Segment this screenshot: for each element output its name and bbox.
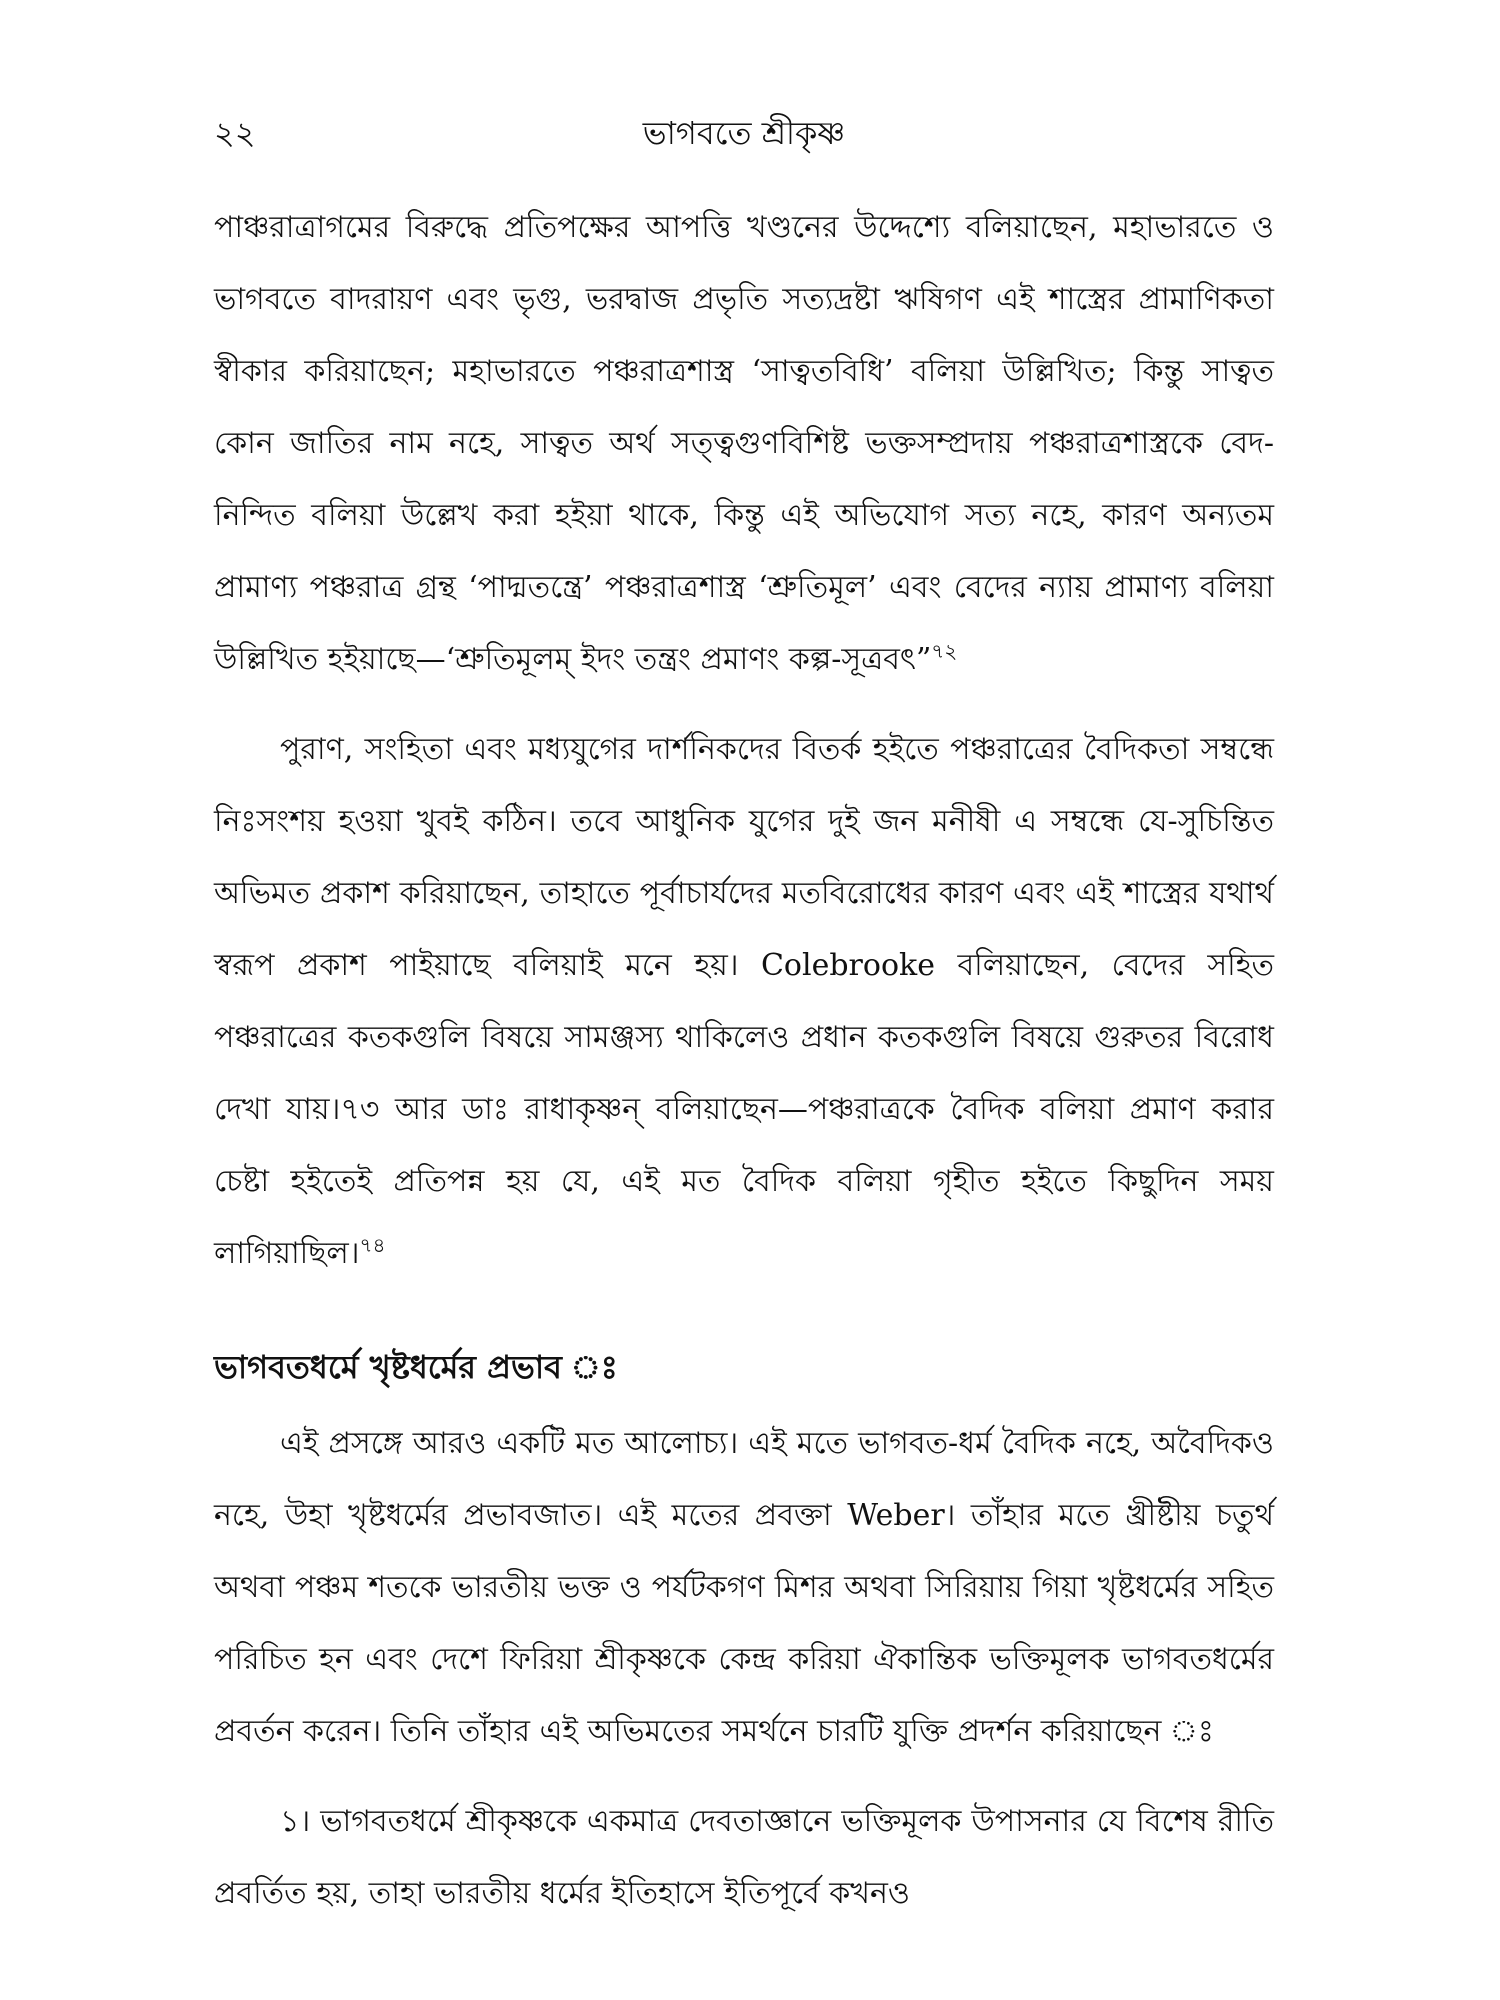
numbered-paragraph	[214, 1786, 1274, 1930]
footnote-ref: ৭৪	[359, 1233, 386, 1257]
running-title: ভাগবতে শ্রীকৃষ্ণ	[642, 114, 846, 152]
footnote-ref: ৭২	[931, 639, 958, 663]
page-header	[214, 108, 1274, 158]
paragraph-text: এই প্রসঙ্গে আরও একটি মত আলোচ্য। এই মতে ভাগবত-ধর্ম বৈদিক নহে, অবৈদিকও নহে, উহা খৃষ্টধর্মের প্রভাবজাত। এই মতের প্রবক্তা Weber। তাঁহার মতে খ্রীষ্টীয় চতুর্থ অথবা পঞ্চম শতকে ভারতীয় ভক্ত ও পর্যটকগণ মিশর অথবা সিরিয়ায় গিয়া খৃষ্টধর্মের সহিত পরিচিত হন এবং দেশে ফিরিয়া শ্রীকৃষ্ণকে কেন্দ্র করিয়া ঐকান্তিক ভক্তিমূলক ভাগবতধর্মের প্রবর্তন করেন। তিনি তাঁহার এই অভিমতের সমর্থনে চারটি যুক্তি প্রদর্শন করিয়াছেন ঃ	[214, 1426, 1274, 1749]
body-text	[214, 192, 1274, 1930]
paragraph-text: ১। ভাগবতধর্মে শ্রীকৃষ্ণকে একমাত্র দেবতাজ্ঞানে ভক্তিমূলক উপাসনার যে বিশেষ রীতি প্রবর্তিত হয়, তাহা ভারতীয় ধর্মের ইতিহাসে ইতিপূর্বে কখনও	[214, 1804, 1274, 1911]
paragraph	[214, 1408, 1274, 1768]
paragraph-continuation	[214, 192, 1274, 696]
paragraph-text: পুরাণ, সংহিতা এবং মধ্যযুগের দার্শনিকদের বিতর্ক হইতে পঞ্চরাত্রের বৈদিকতা সম্বন্ধে নিঃসংশয় হওয়া খুবই কঠিন। তবে আধুনিক যুগের দুই জন মনীষী এ সম্বন্ধে যে-সুচিন্তিত অভিমত প্রকাশ করিয়াছেন, তাহাতে পূর্বাচার্যদের মতবিরোধের কারণ এবং এই শাস্ত্রের যথার্থ স্বরূপ প্রকাশ পাইয়াছে বলিয়াই মনে হয়। Colebrooke বলিয়াছেন, বেদের সহিত পঞ্চরাত্রের কতকগুলি বিষয়ে সামঞ্জস্য থাকিলেও প্রধান কতকগুলি বিষয়ে গুরুতর বিরোধ দেখা যায়।৭৩ আর ডাঃ রাধাকৃষ্ণন্ বলিয়াছেন—পঞ্চরাত্রকে বৈদিক বলিয়া প্রমাণ করার চেষ্টা হইতেই প্রতিপন্ন হয় যে, এই মত বৈদিক বলিয়া গৃহীত হইতে কিছুদিন সময় লাগিয়াছিল।	[214, 732, 1274, 1271]
page-number: ২২	[214, 114, 256, 152]
paragraph-text: পাঞ্চরাত্রাগমের বিরুদ্ধে প্রতিপক্ষের আপত্তি খণ্ডনের উদ্দেশ্যে বলিয়াছেন, মহাভারতে ও ভাগবতে বাদরায়ণ এবং ভৃগু, ভরদ্বাজ প্রভৃতি সত্যদ্রষ্টা ঋষিগণ এই শাস্ত্রের প্রামাণিকতা স্বীকার করিয়াছেন; মহাভারতে পঞ্চরাত্রশাস্ত্র ‘সাত্বতবিধি’ বলিয়া উল্লিখিত; কিন্তু সাত্বত কোন জাতির নাম নহে, সাত্বত অর্থ সত্ত্বগুণবিশিষ্ট ভক্তসম্প্রদায় পঞ্চরাত্রশাস্ত্রকে বেদ-নিন্দিত বলিয়া উল্লেখ করা হইয়া থাকে, কিন্তু এই অভিযোগ সত্য নহে, কারণ অন্যতম প্রামাণ্য পঞ্চরাত্র গ্রন্থ ‘পাদ্মতন্ত্রে’ পঞ্চরাত্রশাস্ত্র ‘শ্রুতিমূল’ এবং বেদের ন্যায় প্রামাণ্য বলিয়া উল্লিখিত হইয়াছে—‘শ্রুতিমূলম্ ইদং তন্ত্রং প্রমাণং কল্প-সূত্রবৎ”	[214, 210, 1274, 677]
section-heading: ভাগবতধর্মে খৃষ্টধর্মের প্রভাব ঃ	[214, 1348, 618, 1386]
paragraph	[214, 714, 1274, 1290]
